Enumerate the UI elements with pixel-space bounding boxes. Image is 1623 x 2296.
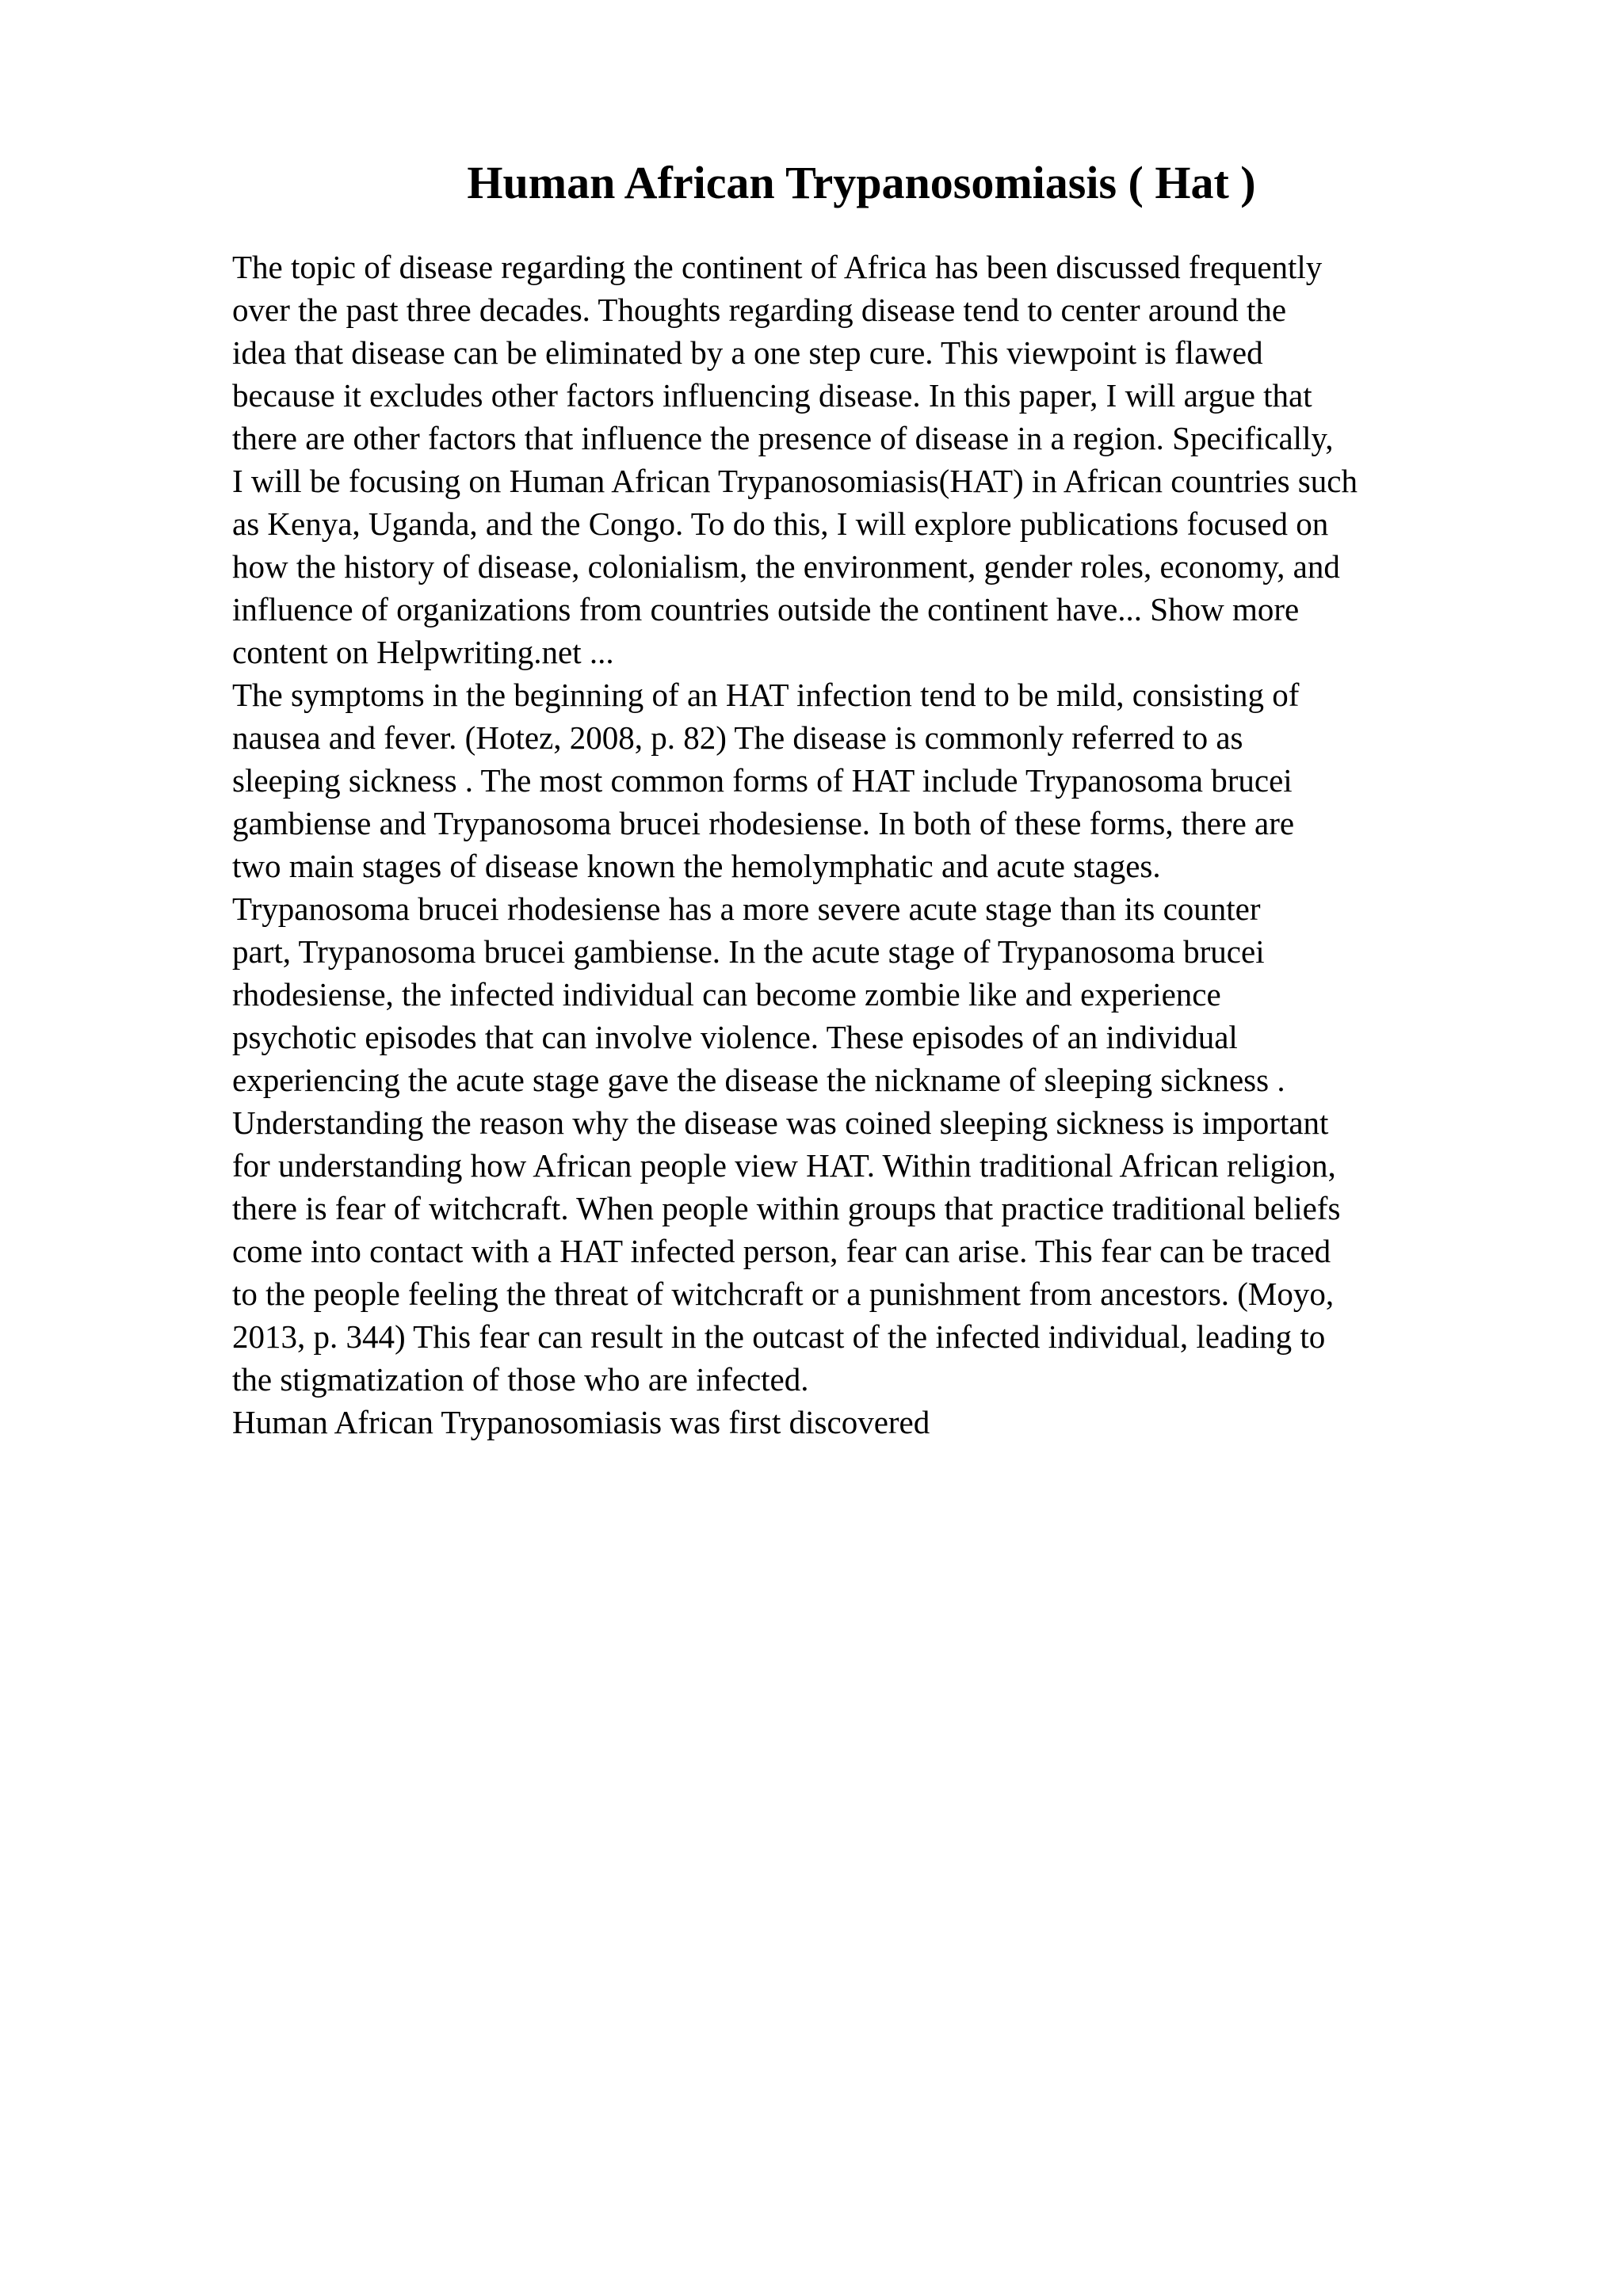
body-line: The symptoms in the beginning of an HAT infection tend to be mild, consisting of	[232, 677, 1300, 713]
body-line: 2013, p. 344) This fear can result in the outcast of the infected individual, leading to	[232, 1318, 1326, 1355]
body-line: psychotic episodes that can involve violence. These episodes of an individual	[232, 1019, 1238, 1055]
body-line: sleeping sickness . The most common forms of HAT include Trypanosoma brucei	[232, 762, 1293, 799]
body-line: there is fear of witchcraft. When people within groups that practice traditional beliefs	[232, 1190, 1341, 1226]
body-line: The topic of disease regarding the continent of Africa has been discussed frequently	[232, 249, 1323, 285]
body-line: part, Trypanosoma brucei gambiense. In the acute stage of Trypanosoma brucei	[232, 933, 1265, 970]
body-line: because it excludes other factors influencing disease. In this paper, I will argue that	[232, 377, 1312, 414]
body-line: gambiense and Trypanosoma brucei rhodesiense. In both of these forms, there are	[232, 805, 1295, 841]
body-line: come into contact with a HAT infected person, fear can arise. This fear can be traced	[232, 1233, 1331, 1269]
document-title: Human African Trypanosomiasis ( Hat )	[467, 157, 1256, 208]
body-line: there are other factors that influence the presence of disease in a region. Specifically,	[232, 420, 1334, 456]
body-line: I will be focusing on Human African Trypanosomiasis(HAT) in African countries such	[232, 463, 1358, 499]
body-line: influence of organizations from countries outside the continent have... Show more	[232, 591, 1300, 627]
body-line: the stigmatization of those who are infected.	[232, 1361, 809, 1398]
body-line: Human African Trypanosomiasis was first discovered	[232, 1404, 930, 1440]
body-line: rhodesiense, the infected individual can become zombie like and experience	[232, 976, 1221, 1013]
body-line: Trypanosoma brucei rhodesiense has a more severe acute stage than its counter	[232, 891, 1261, 927]
body-line: as Kenya, Uganda, and the Congo. To do this, I will explore publications focused on	[232, 505, 1329, 542]
body-line: for understanding how African people view HAT. Within traditional African religion,	[232, 1147, 1336, 1184]
body-line: over the past three decades. Thoughts regarding disease tend to center around the	[232, 292, 1287, 328]
body-line: to the people feeling the threat of witchcraft or a punishment from ancestors. (Moyo,	[232, 1276, 1335, 1312]
document-body	[232, 246, 1548, 1444]
body-line: idea that disease can be eliminated by a one step cure. This viewpoint is flawed	[232, 334, 1263, 371]
body-line: nausea and fever. (Hotez, 2008, p. 82) The disease is commonly referred to as	[232, 719, 1243, 756]
body-line: experiencing the acute stage gave the disease the nickname of sleeping sickness .	[232, 1062, 1285, 1098]
body-line: Understanding the reason why the disease was coined sleeping sickness is important	[232, 1104, 1329, 1141]
body-line: two main stages of disease known the hemolymphatic and acute stages.	[232, 848, 1161, 884]
body-line: content on Helpwriting.net ...	[232, 634, 614, 670]
body-line: how the history of disease, colonialism, the environment, gender roles, economy, and	[232, 548, 1340, 585]
